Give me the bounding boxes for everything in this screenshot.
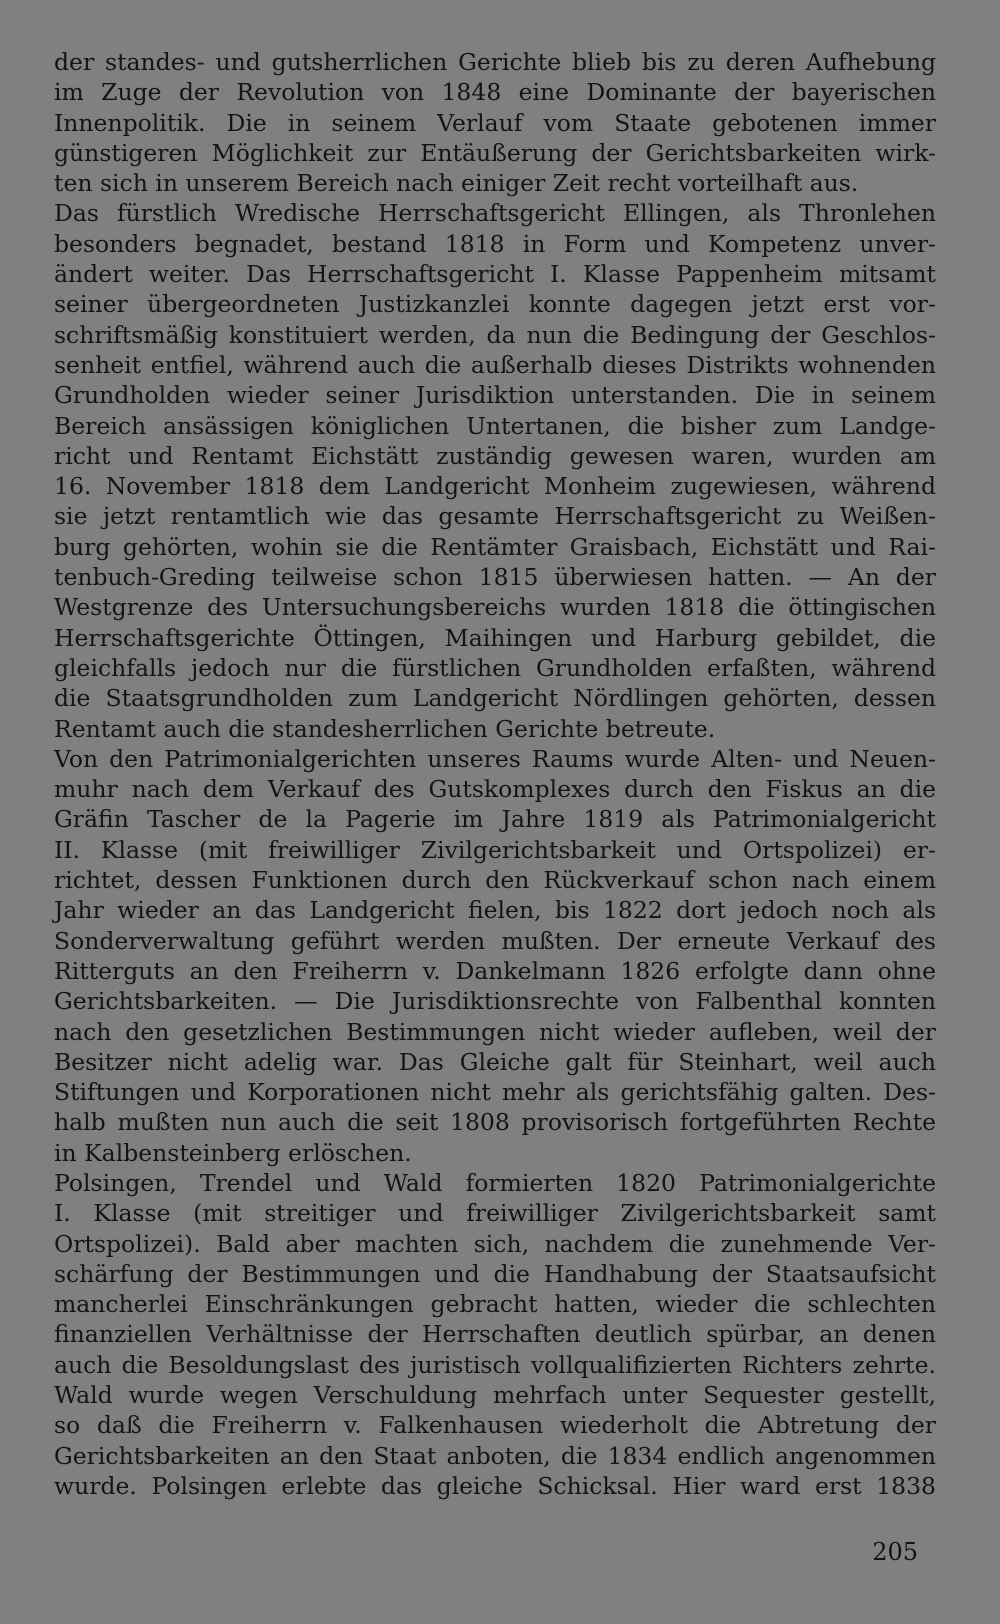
text-line: Ortspolizei). Bald aber machten sich, nachdem die zunehmende Ver- xyxy=(54,1229,936,1258)
text-line: mancherlei Einschränkungen gebracht hatten, wieder die schlechten xyxy=(54,1290,936,1319)
text-line: 16. November 1818 dem Landgericht Monheim zugewiesen, während xyxy=(54,472,936,501)
text-line: nach den gesetzlichen Bestimmungen nicht wieder aufleben, weil der xyxy=(54,1017,936,1046)
text-line: im Zuge der Revolution von 1848 eine Dominante der bayerischen xyxy=(54,78,936,107)
text-line: Polsingen, Trendel und Wald formierten 1820 Patrimonialgerichte xyxy=(54,1168,936,1197)
text-line: Gerichtsbarkeiten an den Staat anboten, die 1834 endlich angenommen xyxy=(54,1441,936,1470)
text-line: Das fürstlich Wredische Herrschaftsgericht Ellingen, als Thronlehen xyxy=(54,199,936,228)
text-line: tenbuch-Greding teilweise schon 1815 überwiesen hatten. — An der xyxy=(54,563,936,592)
text-line: finanziellen Verhältnisse der Herrschaften deutlich spürbar, an denen xyxy=(54,1320,936,1349)
text-line: Jahr wieder an das Landgericht fielen, bis 1822 dort jedoch noch als xyxy=(54,896,936,925)
text-line: halb mußten nun auch die seit 1808 provisorisch fortgeführten Rechte xyxy=(54,1108,936,1137)
text-line: schriftsmäßig konstituiert werden, da nun die Bedingung der Geschlos- xyxy=(54,320,936,349)
text-line: senheit entfiel, während auch die außerhalb dieses Distrikts wohnenden xyxy=(54,350,936,379)
text-line: in Kalbensteinberg erlöschen. xyxy=(54,1138,412,1167)
text-line: ändert weiter. Das Herrschaftsgericht I. Klasse Pappenheim mitsamt xyxy=(54,260,936,289)
text-line: ten sich in unserem Bereich nach einiger Zeit recht vorteilhaft aus. xyxy=(54,169,859,198)
text-line: burg gehörten, wohin sie die Rentämter Graisbach, Eichstätt und Rai- xyxy=(54,532,936,561)
text-line: Gräfin Tascher de la Pagerie im Jahre 1819 als Patrimonialgericht xyxy=(54,805,936,834)
text-line: Gerichtsbarkeiten. — Die Jurisdiktionsrechte von Falbenthal konnten xyxy=(54,987,936,1016)
text-line: richt und Rentamt Eichstätt zuständig gewesen waren, wurden am xyxy=(54,441,936,470)
text-line: Wald wurde wegen Verschuldung mehrfach unter Sequester gestellt, xyxy=(54,1381,936,1410)
text-line: I. Klasse (mit streitiger und freiwilliger Zivilgerichtsbarkeit samt xyxy=(54,1199,936,1228)
text-line: Sonderverwaltung geführt werden mußten. Der erneute Verkauf des xyxy=(54,926,936,955)
text-line: Besitzer nicht adelig war. Das Gleiche galt für Steinhart, weil auch xyxy=(54,1047,936,1076)
text-line: der standes- und gutsherrlichen Gerichte blieb bis zu deren Aufhebung xyxy=(54,48,936,76)
text-line: Bereich ansässigen königlichen Untertanen, die bisher zum Landge- xyxy=(54,411,936,440)
body-text xyxy=(54,47,936,1501)
text-line: II. Klasse (mit freiwilliger Zivilgerichtsbarkeit und Ortspolizei) er- xyxy=(54,835,936,864)
text-line: gleichfalls jedoch nur die fürstlichen Grundholden erfaßten, während xyxy=(54,653,936,682)
text-line: auch die Besoldungslast des juristisch vollqualifizierten Richters zehrte. xyxy=(54,1350,936,1379)
text-line: Ritterguts an den Freiherrn v. Dankelmann 1826 erfolgte dann ohne xyxy=(54,956,936,985)
text-line: schärfung der Bestimmungen und die Handhabung der Staatsaufsicht xyxy=(54,1259,936,1288)
text-line: Von den Patrimonialgerichten unseres Raums wurde Alten- und Neuen- xyxy=(54,744,936,773)
text-line: die Staatsgrundholden zum Landgericht Nördlingen gehörten, dessen xyxy=(54,684,936,713)
text-line: günstigeren Möglichkeit zur Entäußerung der Gerichtsbarkeiten wirk- xyxy=(54,138,936,167)
text-line: muhr nach dem Verkauf des Gutskomplexes durch den Fiskus an die xyxy=(54,775,936,804)
text-line: Herrschaftsgerichte Öttingen, Maihingen und Harburg gebildet, die xyxy=(54,623,936,652)
text-line: Stiftungen und Korporationen nicht mehr als gerichtsfähig galten. Des- xyxy=(54,1078,936,1107)
text-line: besonders begnadet, bestand 1818 in Form und Kompetenz unver- xyxy=(54,229,936,258)
text-line: richtet, dessen Funktionen durch den Rückverkauf schon nach einem xyxy=(54,866,936,895)
text-line: sie jetzt rentamtlich wie das gesamte Herrschaftsgericht zu Weißen- xyxy=(54,502,936,531)
text-line: Rentamt auch die standesherrlichen Gerichte betreute. xyxy=(54,714,716,743)
page-number: 205 xyxy=(872,1538,918,1566)
text-line: wurde. Polsingen erlebte das gleiche Schicksal. Hier ward erst 1838 xyxy=(54,1471,936,1500)
text-line: Innenpolitik. Die in seinem Verlauf vom Staate gebotenen immer xyxy=(54,108,936,137)
text-line: Grundholden wieder seiner Jurisdiktion unterstanden. Die in seinem xyxy=(54,381,936,410)
text-line: Westgrenze des Untersuchungsbereichs wurden 1818 die öttingischen xyxy=(54,593,936,622)
text-line: seiner übergeordneten Justizkanzlei konnte dagegen jetzt erst vor- xyxy=(54,290,936,319)
text-line: so daß die Freiherrn v. Falkenhausen wiederholt die Abtretung der xyxy=(54,1411,936,1440)
